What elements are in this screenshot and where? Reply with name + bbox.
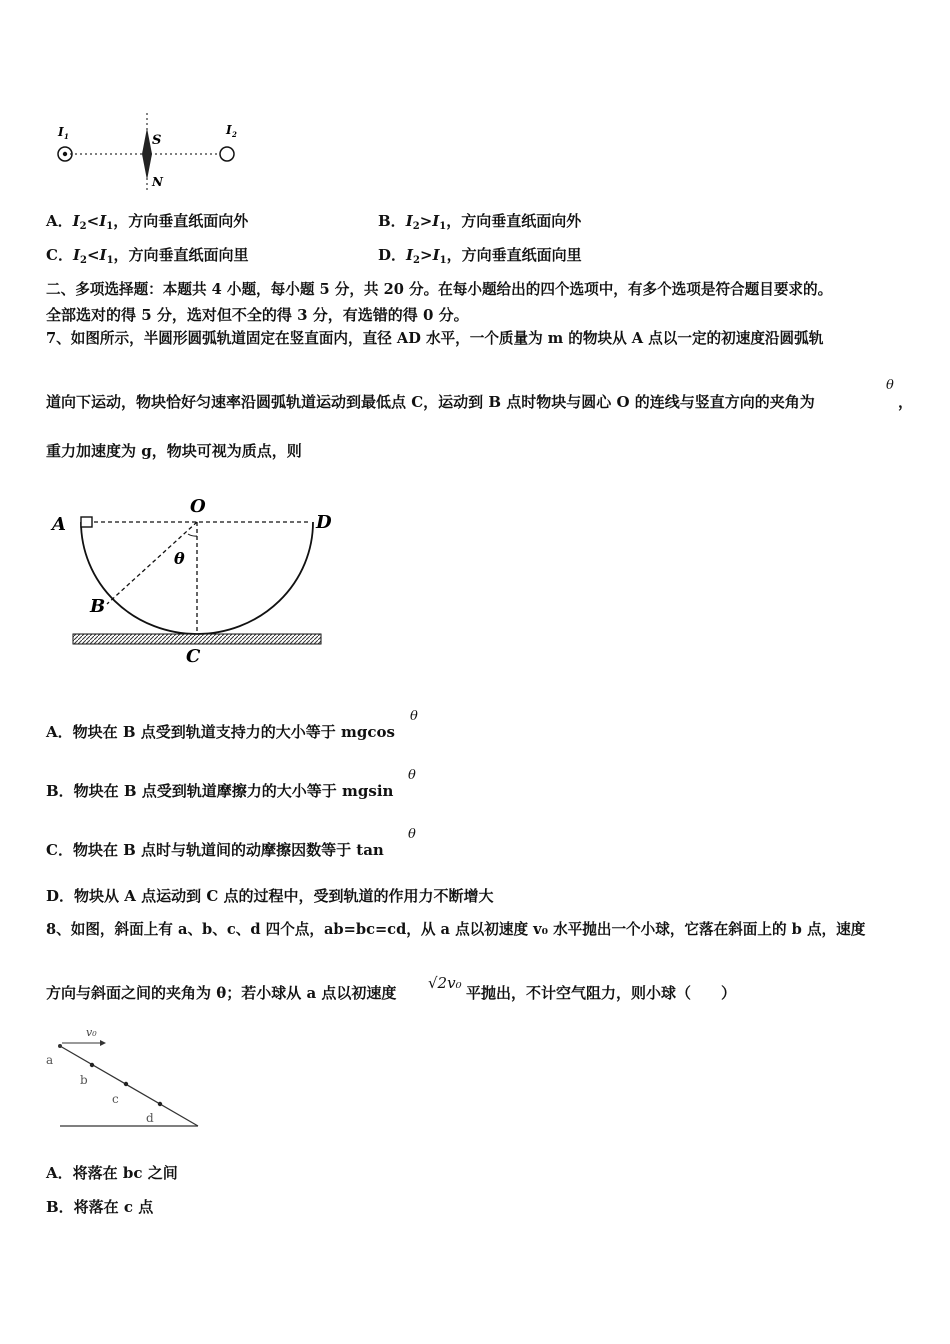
q8-line2b: 平抛出，不计空气阻力，则小球（ ）: [466, 984, 737, 1002]
q6-option-b: B．$I_2>I_1$，方向垂直纸面向外: [378, 212, 582, 232]
current-i2-icon: [220, 147, 234, 161]
q8-option-b: B．将落在 c 点: [46, 1198, 154, 1216]
incline-figure: [40, 1022, 210, 1132]
point-b: [90, 1063, 94, 1067]
velocity-arrow-icon: [100, 1040, 106, 1046]
q6-option-a: A．$I_2<I_1$，方向垂直纸面向外: [46, 212, 249, 232]
q6-option-d: D．$I_2>I_1$，方向垂直纸面向里: [378, 246, 582, 266]
svg-text:a: a: [46, 1053, 54, 1067]
q7-option-d: D．物块从 A 点运动到 C 点的过程中，受到轨道的作用力不断增大: [46, 887, 494, 905]
point-c: [124, 1082, 128, 1086]
svg-text:c: c: [112, 1092, 119, 1106]
q8-sqrt2v0: √2v₀: [428, 974, 462, 992]
svg-text:A: A: [52, 514, 66, 535]
block-icon: [81, 517, 92, 527]
q8-line1: 8、如图，斜面上有 a、b、c、d 四个点，ab=bc=cd，从 a 点以初速度 v₀ 水平抛出一个小球，它落在斜面上的 b 点，速度: [46, 921, 866, 938]
q7-option-b: B．物块在 B 点受到轨道摩擦力的大小等于 mgsin: [46, 782, 394, 800]
q7-line3: 重力加速度为 g，物块可视为质点，则: [46, 442, 302, 460]
q8-option-a: A．将落在 bc 之间: [46, 1164, 178, 1182]
q8-line2a: 方向与斜面之间的夹角为 θ；若小球从 a 点以初速度: [46, 984, 397, 1002]
svg-text:N: N: [152, 175, 163, 189]
q7-option-b-theta: θ: [408, 768, 416, 783]
svg-text:d: d: [146, 1111, 154, 1125]
q7-option-c: C．物块在 B 点时与轨道间的动摩擦因数等于 tan: [46, 841, 384, 859]
semicircle-track-figure: [50, 488, 360, 668]
svg-text:D: D: [316, 512, 332, 533]
q7-theta-symbol: θ: [886, 378, 894, 393]
svg-text:I: I: [226, 123, 232, 137]
svg-text:b: b: [80, 1073, 88, 1087]
svg-text:S: S: [152, 133, 162, 148]
svg-text:1: 1: [64, 132, 69, 141]
q7-option-a: A．物块在 B 点受到轨道支持力的大小等于 mgcos: [46, 723, 395, 741]
section2-line2: 全部选对的得 5 分，选对但不全的得 3 分，有选错的得 0 分。: [46, 306, 469, 324]
section2-line1: 二、多项选择题：本题共 4 小题，每小题 5 分，共 20 分。在每小题给出的四个选项中，有多个选项是符合题目要求的。: [46, 281, 833, 298]
svg-text:v₀: v₀: [86, 1026, 97, 1039]
svg-text:O: O: [190, 496, 206, 517]
magnet-current-figure: [40, 108, 260, 198]
svg-text:θ: θ: [174, 549, 185, 568]
q7-option-c-theta: θ: [408, 827, 416, 842]
q7-line2-end: ，: [898, 393, 914, 411]
q6-option-c: C．$I_2<I_1$，方向垂直纸面向里: [46, 246, 249, 266]
svg-text:I: I: [58, 125, 64, 139]
q7-line2: 道向下运动，物块恰好匀速率沿圆弧轨道运动到最低点 C，运动到 B 点时物块与圆心 O 的连线与竖直方向的夹角为: [46, 393, 815, 411]
ground-hatch: [73, 634, 321, 644]
svg-text:B: B: [90, 596, 106, 617]
q7-option-a-theta: θ: [410, 709, 418, 724]
svg-text:2: 2: [232, 130, 237, 139]
q7-line1: 7、如图所示，半圆形圆弧轨道固定在竖直面内，直径 AD 水平，一个质量为 m 的物块从 A 点以一定的初速度沿圆弧轨: [46, 330, 824, 347]
svg-text:C: C: [186, 646, 201, 667]
point-d: [158, 1102, 162, 1106]
point-a: [58, 1044, 62, 1048]
compass-needle-icon: [142, 128, 152, 180]
